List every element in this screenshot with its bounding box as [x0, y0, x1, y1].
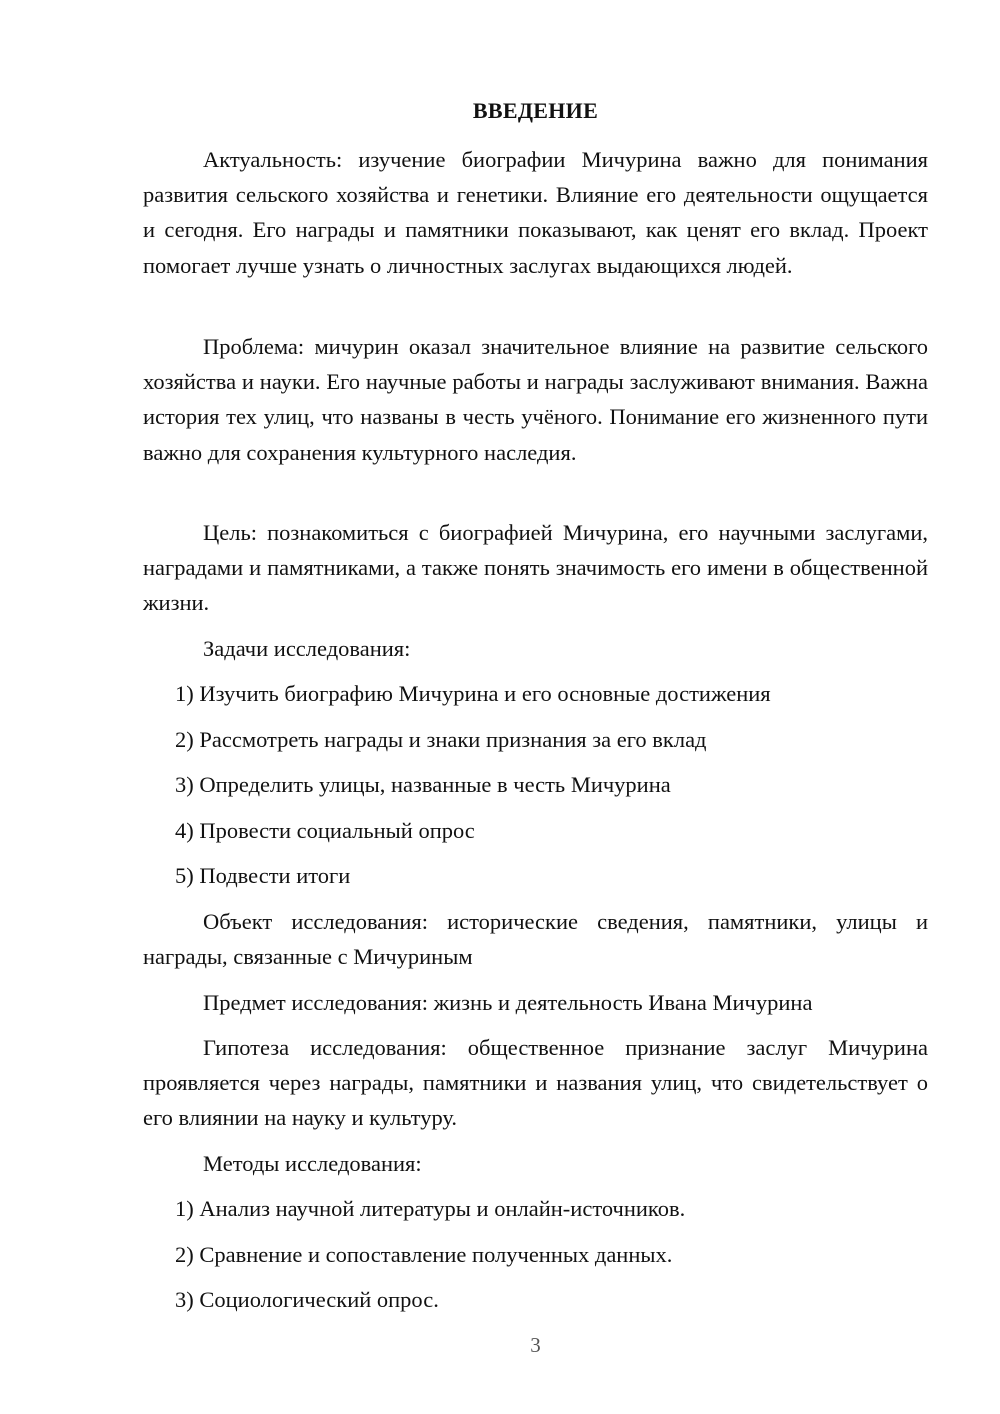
hypothesis-paragraph: Гипотеза исследования: общественное признание заслуг Мичурина проявляется через награды, памятники и названия улиц, что свидетельствует о его влиянии на науку и культуру. — [143, 1035, 928, 1131]
method-item: 2) Сравнение и сопоставление полученных данных. — [175, 1242, 673, 1267]
method-item: 3) Социологический опрос. — [175, 1287, 439, 1312]
goal-paragraph: Цель: познакомиться с биографией Мичурина, его научными заслугами, наградами и памятниками, а также понять значимость его имени в общественной жизни. — [143, 520, 928, 616]
task-item: 3) Определить улицы, названные в честь Мичурина — [175, 772, 671, 797]
page-number: 3 — [530, 1333, 541, 1357]
document-page — [143, 0, 928, 1414]
task-item: 2) Рассмотреть награды и знаки признания за его вклад — [175, 727, 707, 752]
problem-paragraph: Проблема: мичурин оказал значительное влияние на развитие сельского хозяйства и науки. Его научные работы и награды заслуживают внимания. Важна история тех улиц, что названы в честь учёного. Понимание его жизненного пути важно для сохранения культурного наследия. — [143, 334, 928, 465]
tasks-heading: Задачи исследования: — [203, 636, 411, 661]
page-title: ВВЕДЕНИЕ — [472, 98, 599, 123]
method-item: 1) Анализ научной литературы и онлайн-источников. — [175, 1196, 686, 1221]
methods-heading: Методы исследования: — [203, 1151, 422, 1176]
object-paragraph: Объект исследования: исторические сведения, памятники, улицы и награды, связанные с Мичуриным — [143, 909, 928, 970]
task-item: 4) Провести социальный опрос — [175, 818, 475, 843]
task-item: 1) Изучить биографию Мичурина и его основные достижения — [175, 681, 771, 706]
subject-paragraph: Предмет исследования: жизнь и деятельность Ивана Мичурина — [203, 990, 813, 1015]
task-item: 5) Подвести итоги — [175, 863, 351, 888]
relevance-paragraph: Актуальность: изучение биографии Мичурина важно для понимания развития сельского хозяйства и генетики. Влияние его деятельности ощущается и сегодня. Его награды и памятники показывают, как ценят его вклад. Проект помогает лучше узнать о личностных заслугах выдающихся людей. — [143, 147, 928, 278]
